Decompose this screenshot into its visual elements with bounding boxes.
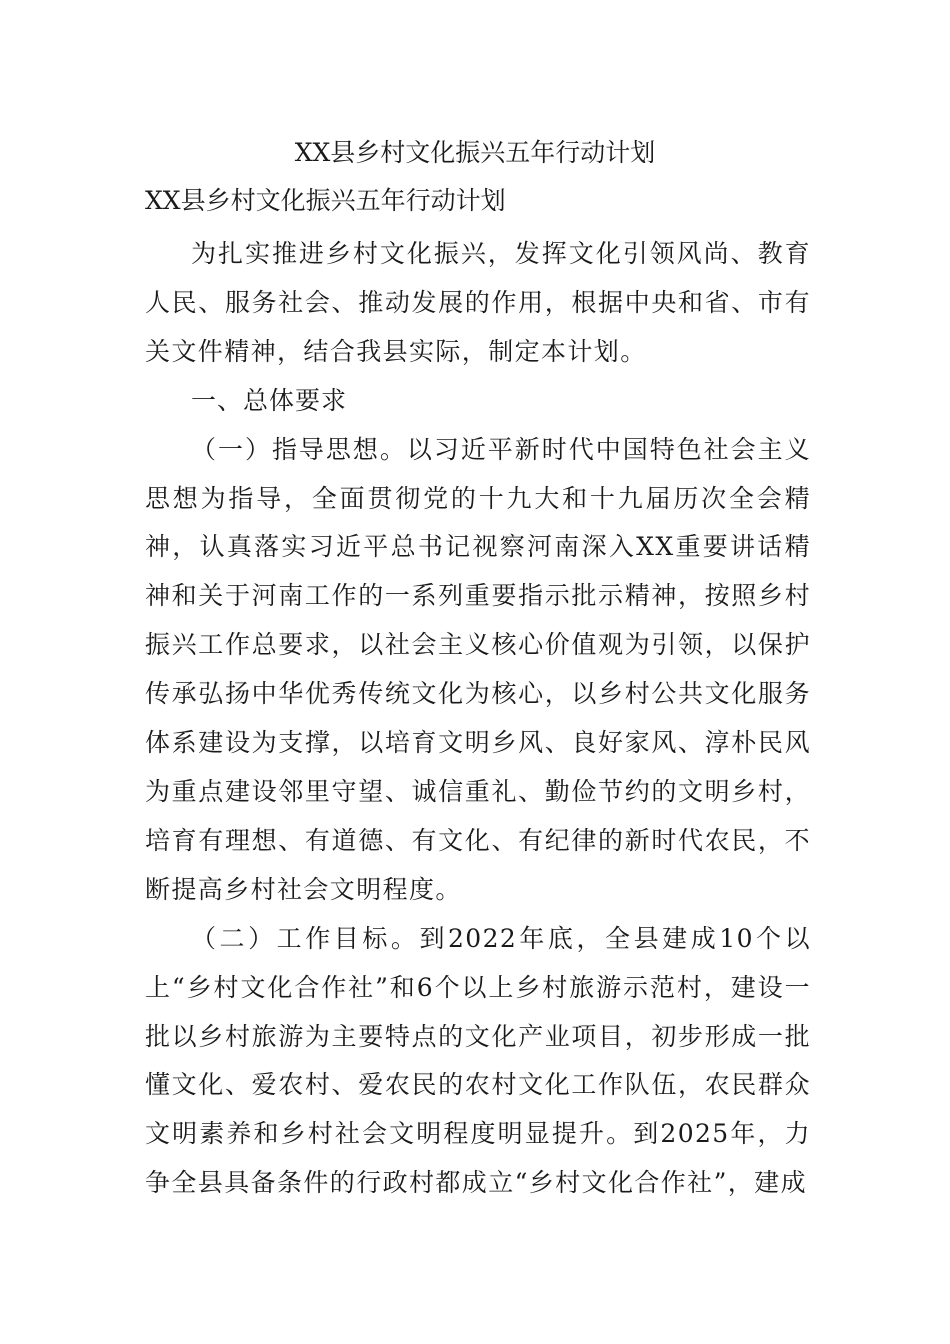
document-title: XX县乡村文化振兴五年行动计划: [294, 138, 656, 167]
work-goals-paragraph: （二）工作目标。到2022年底，全县建成10个以上“乡村文化合作社”和6个以上乡村旅游示范村，建设一批以乡村旅游为主要特点的文化产业项目，初步形成一批懂文化、爱农村、爱农民的农村文化工作队伍，农民群众文明素养和乡村社会文明程度明显提升。到2025年，力争全县具备条件的行政村都成立“乡村文化合作社”，建成: [145, 923, 811, 1198]
document-subtitle: XX县乡村文化振兴五年行动计划: [145, 186, 506, 215]
intro-paragraph: 为扎实推进乡村文化振兴，发挥文化引领风尚、教育人民、服务社会、推动发展的作用，根据中央和省、市有关文件精神，结合我县实际，制定本计划。: [145, 239, 811, 366]
section-heading-general-requirements: 一、总体要求: [191, 385, 348, 415]
document-body: [145, 230, 811, 1208]
guiding-ideology-paragraph: （一）指导思想。以习近平新时代中国特色社会主义思想为指导，全面贯彻党的十九大和十九届历次全会精神，认真落实习近平总书记视察河南深入XX重要讲话精神和关于河南工作的一系列重要指示批示精神，按照乡村振兴工作总要求，以社会主义核心价值观为引领，以保护传承弘扬中华优秀传统文化为核心，以乡村公共文化服务体系建设为支撑，以培育文明乡风、良好家风、淳朴民风为重点建设邻里守望、诚信重礼、勤俭节约的文明乡村，培育有理想、有道德、有文化、有纪律的新时代农民，不断提高乡村社会文明程度。: [145, 434, 811, 904]
